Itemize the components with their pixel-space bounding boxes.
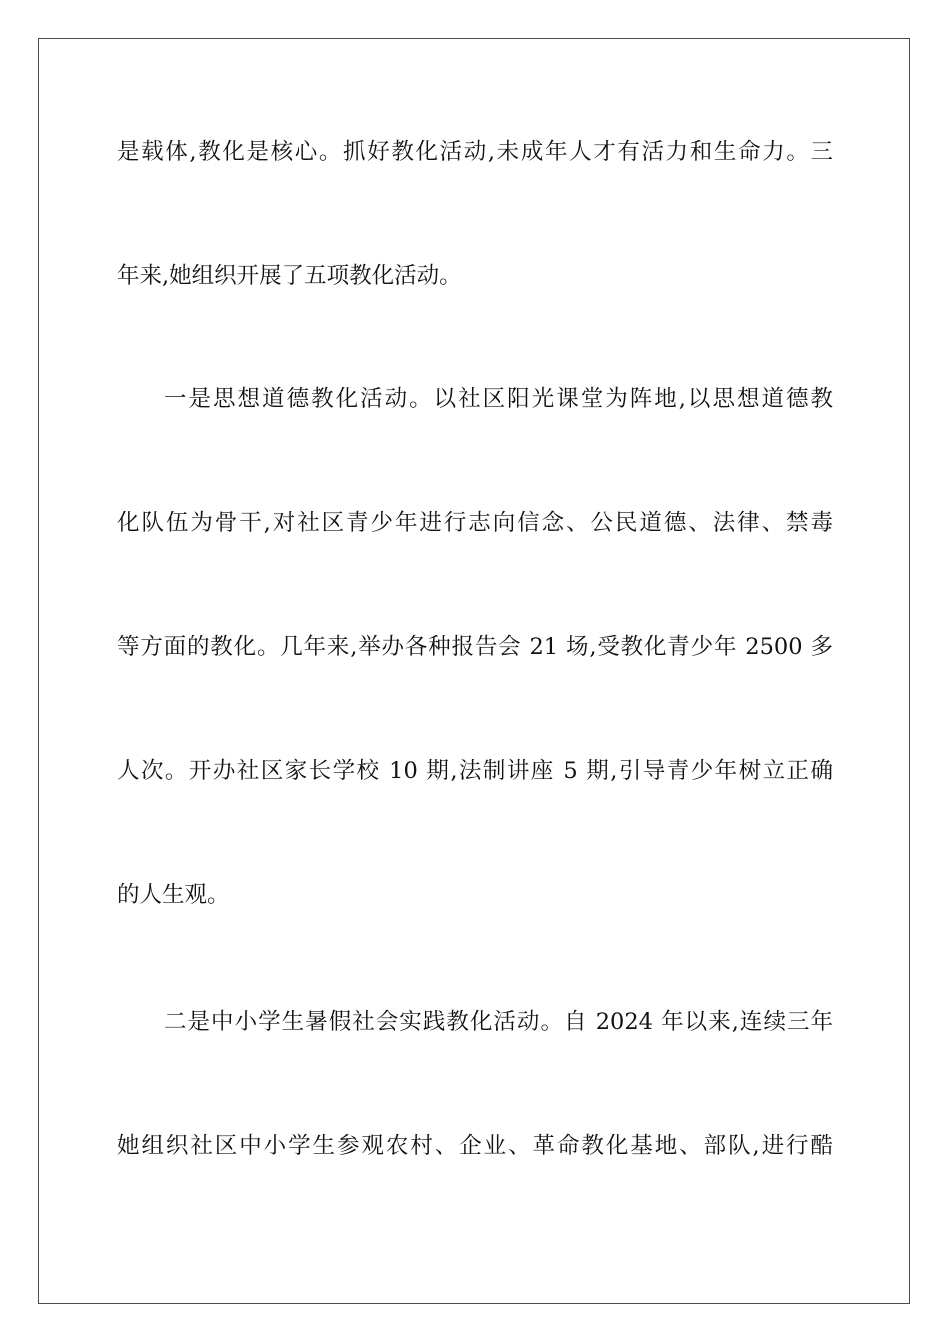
text-line-6: 人次。开办社区家长学校 10 期,法制讲座 5 期,引导青少年树立正确: [117, 758, 833, 784]
text-line-7: 的人生观。: [117, 882, 230, 908]
page-border: [38, 38, 910, 1304]
text-line-8: 二是中小学生暑假社会实践教化活动。自 2024 年以来,连续三年: [164, 1009, 833, 1035]
text-line-3: 一是思想道德教化活动。以社区阳光课堂为阵地,以思想道德教: [164, 386, 833, 412]
text-line-5: 等方面的教化。几年来,举办各种报告会 21 场,受教化青少年 2500 多: [117, 634, 833, 660]
text-line-2: 年来,她组织开展了五项教化活动。: [117, 263, 462, 289]
text-line-4: 化队伍为骨干,对社区青少年进行志向信念、公民道德、法律、禁毒: [117, 510, 833, 536]
text-line-1: 是载体,教化是核心。抓好教化活动,未成年人才有活力和生命力。三: [117, 139, 833, 165]
text-line-9: 她组织社区中小学生参观农村、企业、革命教化基地、部队,进行酷: [117, 1133, 833, 1159]
